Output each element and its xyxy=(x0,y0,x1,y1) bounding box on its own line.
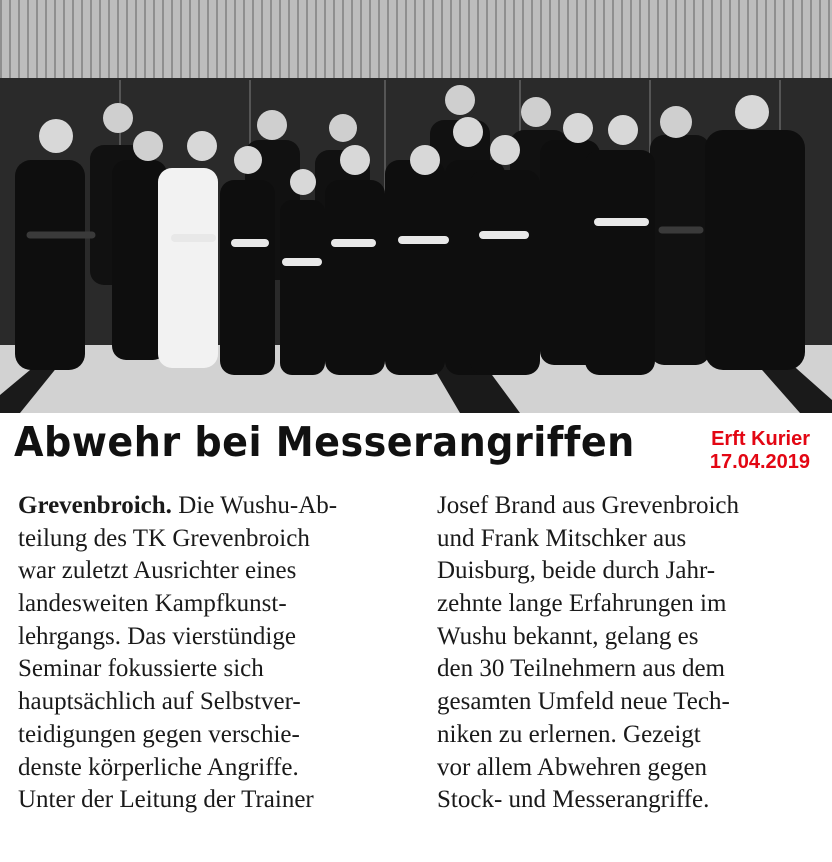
body-text: Die Wushu-Ab- xyxy=(171,492,338,519)
body-line xyxy=(18,490,413,523)
body-line: Wushu bekannt, gelang es xyxy=(437,622,699,650)
body-line: Josef Brand aus Grevenbroich xyxy=(437,492,739,519)
body-line: landesweiten Kampfkunst- xyxy=(18,590,287,618)
body-line: Duisburg, beide durch Jahr- xyxy=(437,557,716,585)
body-line: niken zu erlernen. Gezeigt xyxy=(437,720,701,748)
body-line: und Frank Mitschker aus xyxy=(437,524,687,552)
headline: Abwehr bei Messerangriffen xyxy=(14,418,635,466)
body-line: denste körperliche Angriffe. xyxy=(18,753,299,781)
body-line: Stock- und Messerangriffe. xyxy=(437,786,710,814)
article-body-left-column xyxy=(18,490,413,817)
body-line: lehrgangs. Das vierstündige xyxy=(18,622,296,650)
body-line: Unter der Leitung der Trainer xyxy=(18,786,314,814)
dateline: Grevenbroich. xyxy=(18,492,172,519)
body-line: teilung des TK Grevenbroich xyxy=(18,524,310,552)
wall-panels xyxy=(0,0,832,82)
body-line: teidigungen gegen verschie- xyxy=(18,720,300,748)
body-line: Seminar fokussierte sich xyxy=(18,655,264,683)
photo-illustration xyxy=(0,0,832,413)
body-line: war zuletzt Ausrichter eines xyxy=(18,557,297,585)
body-line: gesamten Umfeld neue Tech- xyxy=(437,688,730,716)
body-line: vor allem Abwehren gegen xyxy=(437,753,708,781)
body-line: den 30 Teilnehmern aus dem xyxy=(437,655,725,683)
body-line: hauptsächlich auf Selbstver- xyxy=(18,688,301,716)
article-body-right-column xyxy=(437,490,832,817)
source-date: 17.04.2019 xyxy=(709,451,810,473)
group-photo xyxy=(0,0,832,413)
source-label xyxy=(710,428,810,474)
body-line: zehnte lange Erfahrungen im xyxy=(437,590,727,618)
source-name: Erft Kurier xyxy=(711,428,810,450)
